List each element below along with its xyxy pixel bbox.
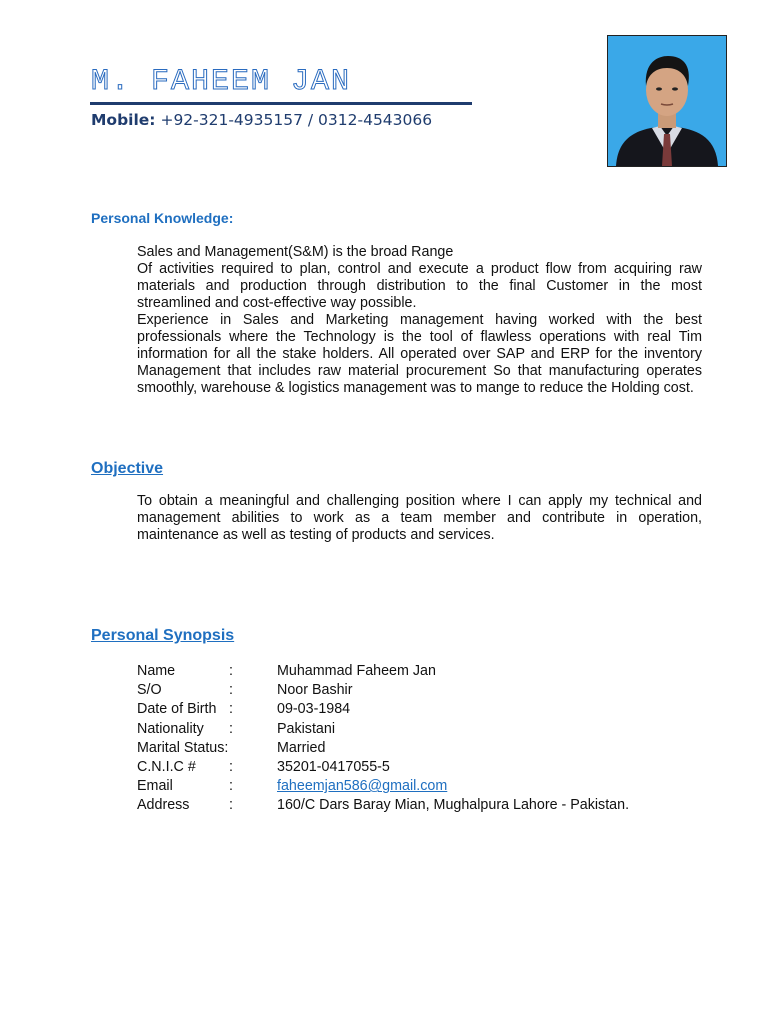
synopsis-label: Nationality [137,720,204,737]
synopsis-separator: : [229,778,233,795]
synopsis-value: 160/C Dars Baray Mian, Mughalpura Lahore - Pakistan. [277,797,630,814]
synopsis-separator: : [229,758,233,775]
name-underline-divider [90,102,472,105]
candidate-name: M. FAHEEM JAN [91,65,352,99]
personal-knowledge-heading: Personal Knowledge: [91,210,234,226]
synopsis-label: C.N.I.C # [137,758,196,775]
synopsis-value: Noor Bashir [277,682,353,699]
mobile-label: Mobile: [91,111,156,129]
synopsis-value: 09-03-1984 [277,701,351,718]
synopsis-value: Pakistani [277,720,336,737]
knowledge-paragraph-1: Of activities required to plan, control and execute a product flow from acquiring raw materials and production through distribution to the final Customer in the most streamlined and cost-effective way possible. [137,261,702,311]
synopsis-label: Marital Status: [137,739,229,756]
synopsis-separator: : [229,797,233,814]
knowledge-paragraph-2: Experience in Sales and Marketing management having worked with the best professionals where the Technology is the tool of flawless operations with real Tim information for all the stake holders. All operated over SAP and ERP for the inventory Management that includes raw material procurement So that manufacturing operates smoothly, warehouse & logistics management was to mange to reduce the Holding cost. [137,312,702,396]
synopsis-label: Email [137,778,173,795]
synopsis-label: Date of Birth [137,701,217,718]
synopsis-separator: : [229,682,233,699]
synopsis-separator: : [229,720,233,737]
synopsis-separator: : [229,701,233,718]
synopsis-value: Married [277,739,326,756]
mobile-number: +92-321-4935157 / 0312-4543066 [160,111,433,129]
synopsis-label: Name [137,663,176,679]
objective-heading: Objective [91,460,164,477]
personal-synopsis-heading: Personal Synopsis [91,627,235,644]
synopsis-value: Muhammad Faheem Jan [277,663,436,679]
mobile-line [91,110,432,130]
portrait-icon [608,36,726,166]
synopsis-value: 35201-0417055-5 [277,758,390,775]
objective-body [137,493,702,544]
synopsis-label: Address [137,797,190,814]
synopsis-separator: : [229,663,233,679]
email-link[interactable]: faheemjan586@gmail.com [277,778,448,795]
portrait-photo [607,35,727,167]
synopsis-label: S/O [137,682,162,699]
personal-knowledge-body [137,244,702,397]
objective-text: To obtain a meaningful and challenging position where I can apply my technical and management abilities to work as a team member and contribute in operation, maintenance as well as testing of products and services. [137,493,702,543]
knowledge-intro-line: Sales and Management(S&M) is the broad Range [137,244,454,260]
